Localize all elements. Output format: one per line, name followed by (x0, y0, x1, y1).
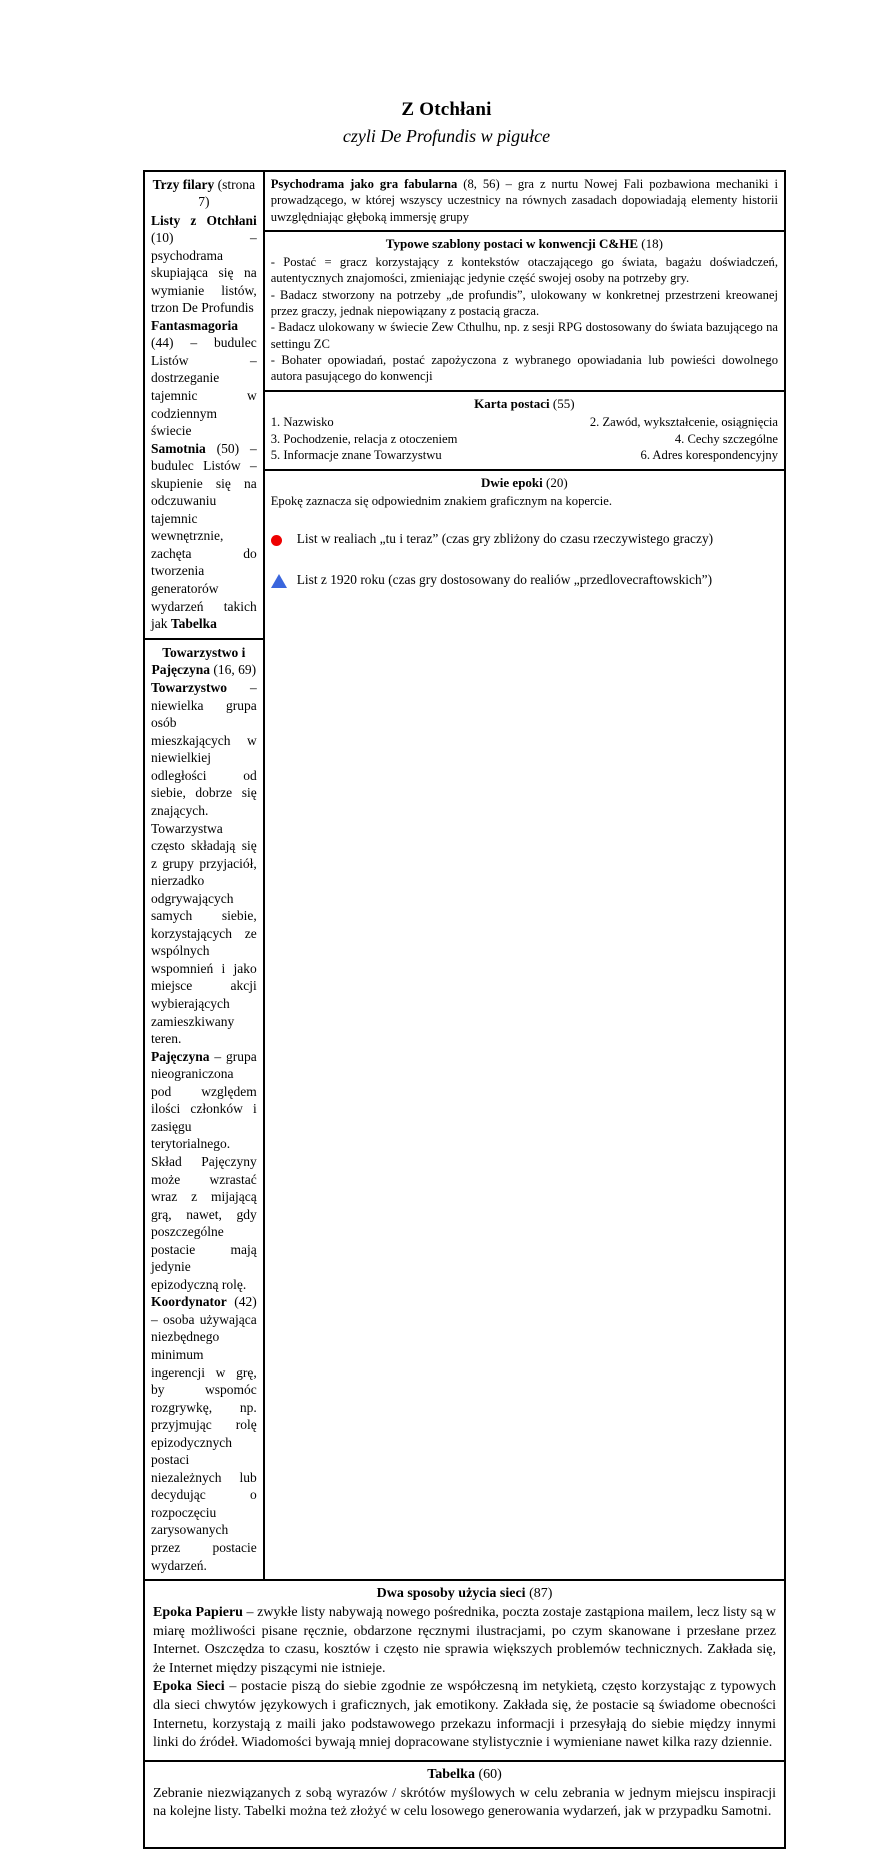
karta-row (271, 447, 778, 464)
term-description: (8, 56) – gra z nurtu Nowej Fali pozbawiona mechaniki i prowadzącego, w której wszyscy uczestnicy na równych zasadach dopowiadają elementy historii uwzględniając głęboką immersję grupy (270, 177, 778, 224)
list-item (151, 212, 257, 317)
box-karta-postaci (265, 392, 784, 472)
dwie-epoki-intro: Epokę zaznacza się odpowiednim znakiem graficznym na kopercie. (270, 494, 612, 509)
heading-ref-text: (18) (638, 236, 663, 252)
box-tabelka-heading (153, 1766, 776, 1784)
karta-field: 4. Cechy szczególne (674, 431, 778, 446)
term-label: Epoka Sieci (153, 1679, 225, 1695)
term-label: Pajęczyna (151, 1048, 210, 1064)
heading-ref-text: (strona 7) (198, 177, 256, 210)
list-item (151, 1048, 257, 1294)
heading-ref-text: (60) (474, 1766, 502, 1782)
blue-triangle-shape (271, 574, 287, 588)
red-circle-icon (271, 530, 297, 551)
box-towarzystwo-body (151, 679, 257, 1574)
heading-bold-text: Towarzystwo i Pajęczyna (151, 644, 246, 677)
list-item: Zebranie niezwiązanych z sobą wyrazów / skrótów myślowych w celu zebrania w jednym miejscu inspiracji na kolejne listy. Tabelki można też złożyć w celu losowego generowania wydarzeń, jak w przypadku Samotni. (153, 1785, 776, 1820)
heading-ref-text: (20) (542, 475, 568, 491)
list-item (151, 679, 257, 1047)
term-description: – postacie piszą do siebie zgodnie ze współczesną im netykietą, często korzystając z typowych dla sieci chwytów językowych i graficznych, jak emotikony. Zakłada się, że postacie są świadome obecności Internetu, korzystają z maili jako podstawowego przekazu informacji i przesyłają do siebie między innymi linki do źródeł. Wiadomości bywają mniej dopracowane stylistycznie i wymieniane nawet kilka razy dziennie. (153, 1679, 776, 1751)
term-description: – zwykłe listy nabywają nowego pośrednika, poczta zostaje zastąpiona mailem, lecz listy są w miarę możliwości pisane ręcznie, obdarzone ręcznymi ilustracjami, po czym skanowane i przesłane przez Internet. Oszczędza to czasu, kosztów i często nie sprawia większych problemów technicznych. Zakłada się, że Internet między piszącymi nie istnieje. (153, 1604, 776, 1676)
page-subtitle: czyli De Profundis w pigułce (342, 125, 551, 146)
box-psychodrama-body (271, 176, 778, 225)
box-dwie-epoki (265, 471, 784, 599)
heading-bold-text: Dwa sposoby użycia sieci (376, 1586, 526, 1602)
box-towarzystwo-pajeczyna (145, 640, 263, 1579)
tabelka-trailing-space (153, 1822, 776, 1840)
list-item (151, 1293, 257, 1574)
two-column-region (145, 172, 784, 1579)
karta-field: 2. Zawód, wykształcenie, osiągnięcia (589, 414, 778, 429)
heading-bold-text: Karta postaci (474, 395, 550, 411)
epoka-marker-text: List w realiach „tu i teraz” (czas gry zbliżony do czasu rzeczywistego graczy) (296, 530, 714, 546)
term-description: – niewielka grupa osób mieszkających w niewielkiej odległości od siebie, dobrze się znających. Towarzystwa często składają się z grupy przyjaciół, nierzadko odgrywających samych siebie, korzystających ze wspólnych wspomnień i jako miejsce akcji wybierających zamieszkiwany teren. (151, 680, 257, 1047)
list-item: - Bohater opowiadań, postać zapożyczona z wybranego opowiadania lub powieści dowolnego autora pasującego do konwencji (270, 353, 778, 384)
box-trzy-filary-body (151, 212, 257, 633)
term-label: Fantasmagoria (151, 317, 238, 333)
right-column (265, 172, 784, 1579)
list-item (153, 1678, 776, 1752)
box-towarzystwo-heading (151, 644, 257, 679)
page-title: Z Otchłani (401, 99, 492, 120)
box-tabelka-body (153, 1785, 776, 1822)
heading-bold-text: Dwie epoki (481, 475, 543, 491)
term-description: (42) – osoba używająca niezbędnego minimum ingerencji w grę, by wspomóc rozgrywkę, np. przyjmując rolę epizodycznych postaci niezależnych lub decydując o rozpoczęciu zarysowanych przez postacie wydarzeń. (151, 1294, 257, 1573)
list-item (153, 1604, 776, 1678)
left-column (145, 172, 265, 1579)
box-typowe-szablony (265, 232, 784, 392)
karta-field: 5. Informacje znane Towarzystwu (270, 448, 442, 463)
list-item (151, 440, 257, 633)
list-item: - Postać = gracz korzystający z kontekstów otaczającego go świata, bagażu doświadczeń, autentycznych znajomości, zmieniając jedynie część swojej osoby na potrzeby gry. (270, 254, 778, 286)
box-tabelka (145, 1760, 784, 1847)
red-circle-shape (271, 535, 282, 546)
karta-row (271, 414, 778, 431)
reference-sheet (143, 170, 786, 1849)
heading-ref-text: (87) (525, 1586, 553, 1602)
epoka-marker-row-now (271, 530, 778, 551)
epoka-marker-text: List z 1920 roku (czas gry dostosowany do realiów „przedlovecraftowskich”) (296, 571, 713, 587)
heading-bold-text: Tabelka (427, 1766, 475, 1782)
term-label: Samotnia (151, 440, 206, 456)
box-psychodrama (265, 172, 784, 232)
list-item: - Badacz stworzony na potrzeby „de profundis”, ulokowany w konkretnej przestrzeni kreowanej przez graczy, jednak niepowiązany z postacią gracza. (270, 287, 778, 319)
list-item (151, 317, 257, 440)
karta-field: 1. Nazwisko (270, 414, 334, 429)
term-description: – grupa nieograniczona pod względem ilości członków i zasięgu terytorialnego. Skład Pajęczyny może wzrastać wraz z mijającą grą, nawet, gdy poszczególne postacie mają jedynie epizodyczną rolę. (151, 1048, 257, 1292)
heading-bold-text: Trzy filary (152, 177, 215, 192)
heading-ref-text: (55) (549, 395, 575, 411)
heading-bold-text: Typowe szablony postaci w konwencji C&HE (385, 236, 638, 252)
karta-field: 6. Adres korespondencyjny (640, 448, 778, 463)
heading-ref-text: (16, 69) (210, 661, 257, 677)
blue-triangle-icon (271, 571, 297, 593)
term-description: (10) – psychodrama skupiająca się na wymianie listów, trzon De Profundis (151, 230, 257, 316)
term-label: Psychodrama jako gra fabularna (270, 177, 458, 191)
term-description: (44) – budulec Listów – dostrzeganie tajemnic w codziennym świecie (151, 335, 257, 439)
term-label: Listy z Otchłani (151, 212, 257, 228)
box-szablony-body (271, 254, 778, 385)
list-item (271, 176, 778, 225)
box-dwa-sposoby-body (153, 1604, 776, 1753)
epoka-marker-row-1920 (271, 571, 778, 593)
karta-row (271, 431, 778, 448)
box-trzy-filary (145, 172, 263, 640)
box-karta-heading (271, 396, 778, 413)
list-item: - Badacz ulokowany w świecie Zew Cthulhu, np. z sesji RPG dostosowany do świata bazującego na settingu ZC (270, 320, 778, 351)
term-label-trailing: Tabelka (170, 616, 217, 632)
term-label: Koordynator (151, 1294, 227, 1310)
box-trzy-filary-heading (151, 176, 257, 211)
box-dwa-sposoby-heading (153, 1585, 776, 1603)
term-description: (50) – budulec Listów – skupienie się na odczuwaniu tajemnic wewnętrznie, zachęta do tworzenia generatorów wydarzeń takich jak (151, 440, 257, 632)
box-szablony-heading (271, 236, 778, 253)
box-dwa-sposoby-uzycia-sieci (145, 1579, 784, 1760)
term-label: Epoka Papieru (153, 1604, 243, 1620)
term-label: Towarzystwo (151, 680, 227, 696)
karta-field: 3. Pochodzenie, relacja z otoczeniem (270, 431, 458, 446)
document-title-block (0, 98, 893, 148)
box-dwie-epoki-heading (271, 475, 778, 492)
